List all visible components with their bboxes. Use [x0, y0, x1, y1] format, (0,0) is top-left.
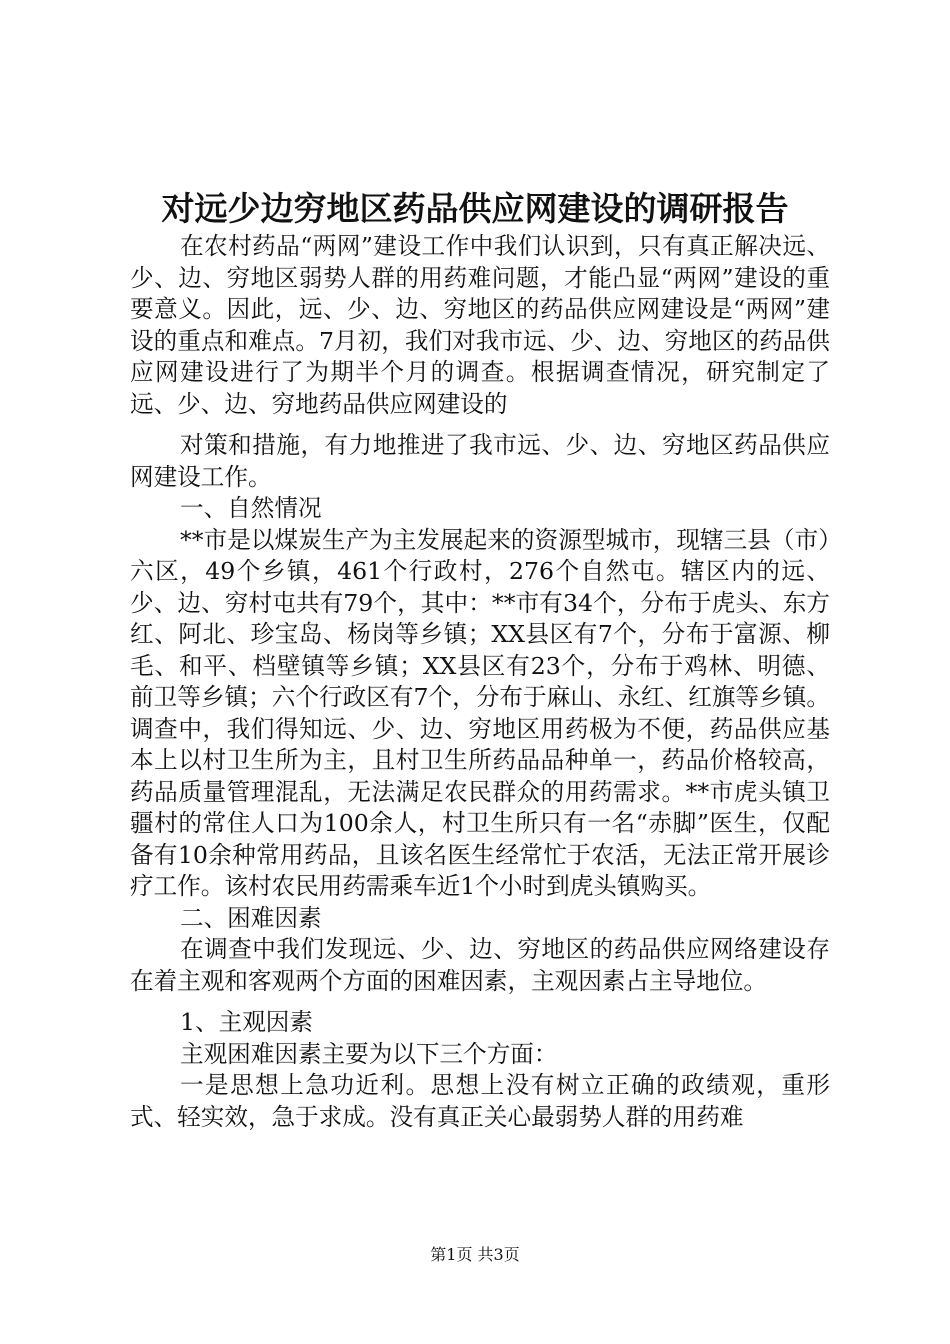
- paragraph-natural-conditions: **市是以煤炭生产为主发展起来的资源型城市，现辖三县（市）六区，49个乡镇，461个行政村，276个自然屯。辖区内的远、少、边、穷村屯共有79个，其中：**市有34个，分布于虎头、东方红、阿北、珍宝岛、杨岗等乡镇；XX县区有7个，分布于富源、柳毛、和平、档壁镇等乡镇；XX县区有23个，分布于鸡林、明德、前卫等乡镇；六个行政区有7个，分布于麻山、永红、红旗等乡镇。调查中，我们得知远、少、边、穷地区用药极为不便，药品供应基本上以村卫生所为主，且村卫生所药品品种单一，药品价格较高，药品质量管理混乱，无法满足农民群众的用药需求。**市虎头镇卫疆村的常住人口为100余人，村卫生所只有一名“赤脚”医生，仅配备有10余种常用药品，且该名医生经常忙于农活，无法正常开展诊疗工作。该村农民用药需乘车近1个小时到虎头镇购买。: [130, 525, 830, 900]
- document-body: [130, 231, 830, 1133]
- subsection-heading-subjective: 1、主观因素: [180, 1008, 313, 1036]
- paragraph-subjective-first: 一是思想上急功近利。思想上没有树立正确的政绩观，重形式、轻实效，急于求成。没有真正关心最弱势人群的用药难: [130, 1071, 830, 1131]
- paragraph-intro: 在农村药品“两网”建设工作中我们认识到，只有真正解决远、少、边、穷地区弱势人群的用药难问题，才能凸显“两网”建设的重要意义。因此，远、少、边、穷地区的药品供应网建设是“两网”建设的重点和难点。7月初，我们对我市远、少、边、穷地区的药品供应网建设进行了为期半个月的调查。根据调查情况，研究制定了远、少、边、穷地药品供应网建设的: [130, 232, 830, 418]
- paragraph-continuation: 对策和措施，有力地推进了我市远、少、边、穷地区药品供应网建设工作。: [130, 431, 830, 491]
- section-heading-natural-conditions: 一、自然情况: [180, 494, 322, 522]
- paragraph-difficulties: 在调查中我们发现远、少、边、穷地区的药品供应网络建设存在着主观和客观两个方面的困难因素，主观因素占主导地位。: [130, 935, 830, 995]
- document-title: 对远少边穷地区药品供应网建设的调研报告: [161, 189, 789, 228]
- page-footer: 第1页 共3页: [430, 1245, 520, 1264]
- section-heading-difficulties: 二、困难因素: [180, 903, 322, 932]
- paragraph-subjective-intro: 主观困难因素主要为以下三个方面：: [180, 1039, 558, 1068]
